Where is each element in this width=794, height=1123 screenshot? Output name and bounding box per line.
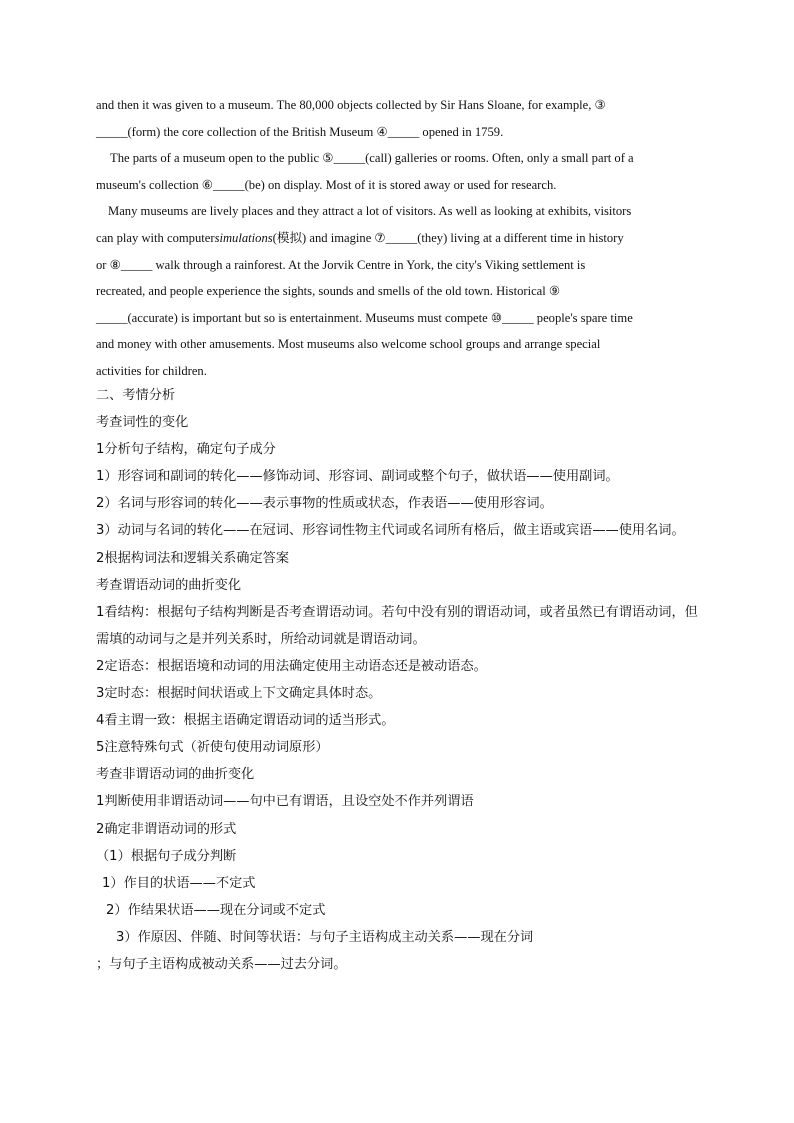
list-item: 4看主谓一致：根据主语确定谓语动词的适当形式。 [96,713,395,729]
passage-line: recreated, and people experience the sights, sounds and smells of the old town. Historical ⑨ [96,284,561,299]
passage-italic-word: simulations [214,230,273,245]
passage-line: The parts of a museum open to the public ⑤_____(call) galleries or rooms. Often, only a small part of a [110,151,634,166]
list-item: 3）动词与名词的转化——在冠词、形容词性物主代词或名词所有格后，做主语或宾语——使用名词。 [96,523,685,539]
list-item: （1）根据句子成分判断 [96,848,237,864]
list-item: 2确定非谓语动词的形式 [96,821,237,837]
list-item: 2）名词与形容词的转化——表示事物的性质或状态，作表语——使用形容词。 [96,496,553,512]
part-title: 考查词性的变化 [96,415,189,431]
passage-line-prefix: can play with computer [96,230,215,245]
passage-line: _____(form) the core collection of the British Museum ④_____ opened in 1759. [96,124,504,139]
step-heading: 1分析句子结构，确定句子成分 [96,442,276,458]
list-item: 1看结构：根据句子结构判断是否考查谓语动词。若句中没有别的谓语动词，或者虽然已有谓语动词，但需填的动词与之是并列关系时，所给动词就是谓语动词。 [96,604,698,647]
list-item: 2）作结果状语——现在分词或不定式 [106,902,326,918]
list-item: 1）形容词和副词的转化——修饰动词、形容词、副词或整个句子，做状语——使用副词。 [96,469,619,485]
list-item: 1）作目的状语——不定式 [102,875,256,891]
part-title: 考查非谓语动词的曲折变化 [96,767,255,783]
passage-line: and money with other amusements. Most museums also welcome school groups and arrange special [96,337,601,352]
part-title: 考查谓语动词的曲折变化 [96,577,242,593]
passage-line [96,225,700,252]
passage-line: museum's collection ⑥_____(be) on display. Most of it is stored away or used for research. [96,177,557,192]
english-passage [96,92,700,385]
list-item: 2定语态：根据语境和动词的用法确定使用主动语态还是被动语态。 [96,658,487,674]
list-item: 5注意特殊句式（祈使句使用动词原形） [96,740,329,756]
passage-line: activities for children. [96,363,207,378]
passage-line: Many museums are lively places and they attract a lot of visitors. As well as looking at exhibits, visitors [108,204,632,219]
step-heading: 2根据构词法和逻辑关系确定答案 [96,550,290,566]
list-item: 3定时态：根据时间状语或上下文确定具体时态。 [96,686,382,702]
section-title: 二、考情分析 [96,388,176,403]
passage-line: and then it was given to a museum. The 80,000 objects collected by Sir Hans Sloane, for example, ③ [96,98,606,112]
list-item: 1判断使用非谓语动词——句中已有谓语，且设空处不作并列谓语 [96,794,474,810]
passage-line-rest: (模拟) and imagine ⑦_____(they) living at a different time in history [272,230,624,245]
list-item: 3）作原因、伴随、时间等状语：与句子主语构成主动关系——现在分词 [116,929,534,945]
analysis-section [96,382,706,978]
passage-line: or ⑧_____ walk through a rainforest. At the Jorvik Centre in York, the city's Viking settlement is [96,257,586,272]
passage-line: _____(accurate) is important but so is entertainment. Museums must compete ⑩_____ people's spare time [96,310,633,325]
list-item: ；与句子主语构成被动关系——过去分词。 [96,956,347,972]
